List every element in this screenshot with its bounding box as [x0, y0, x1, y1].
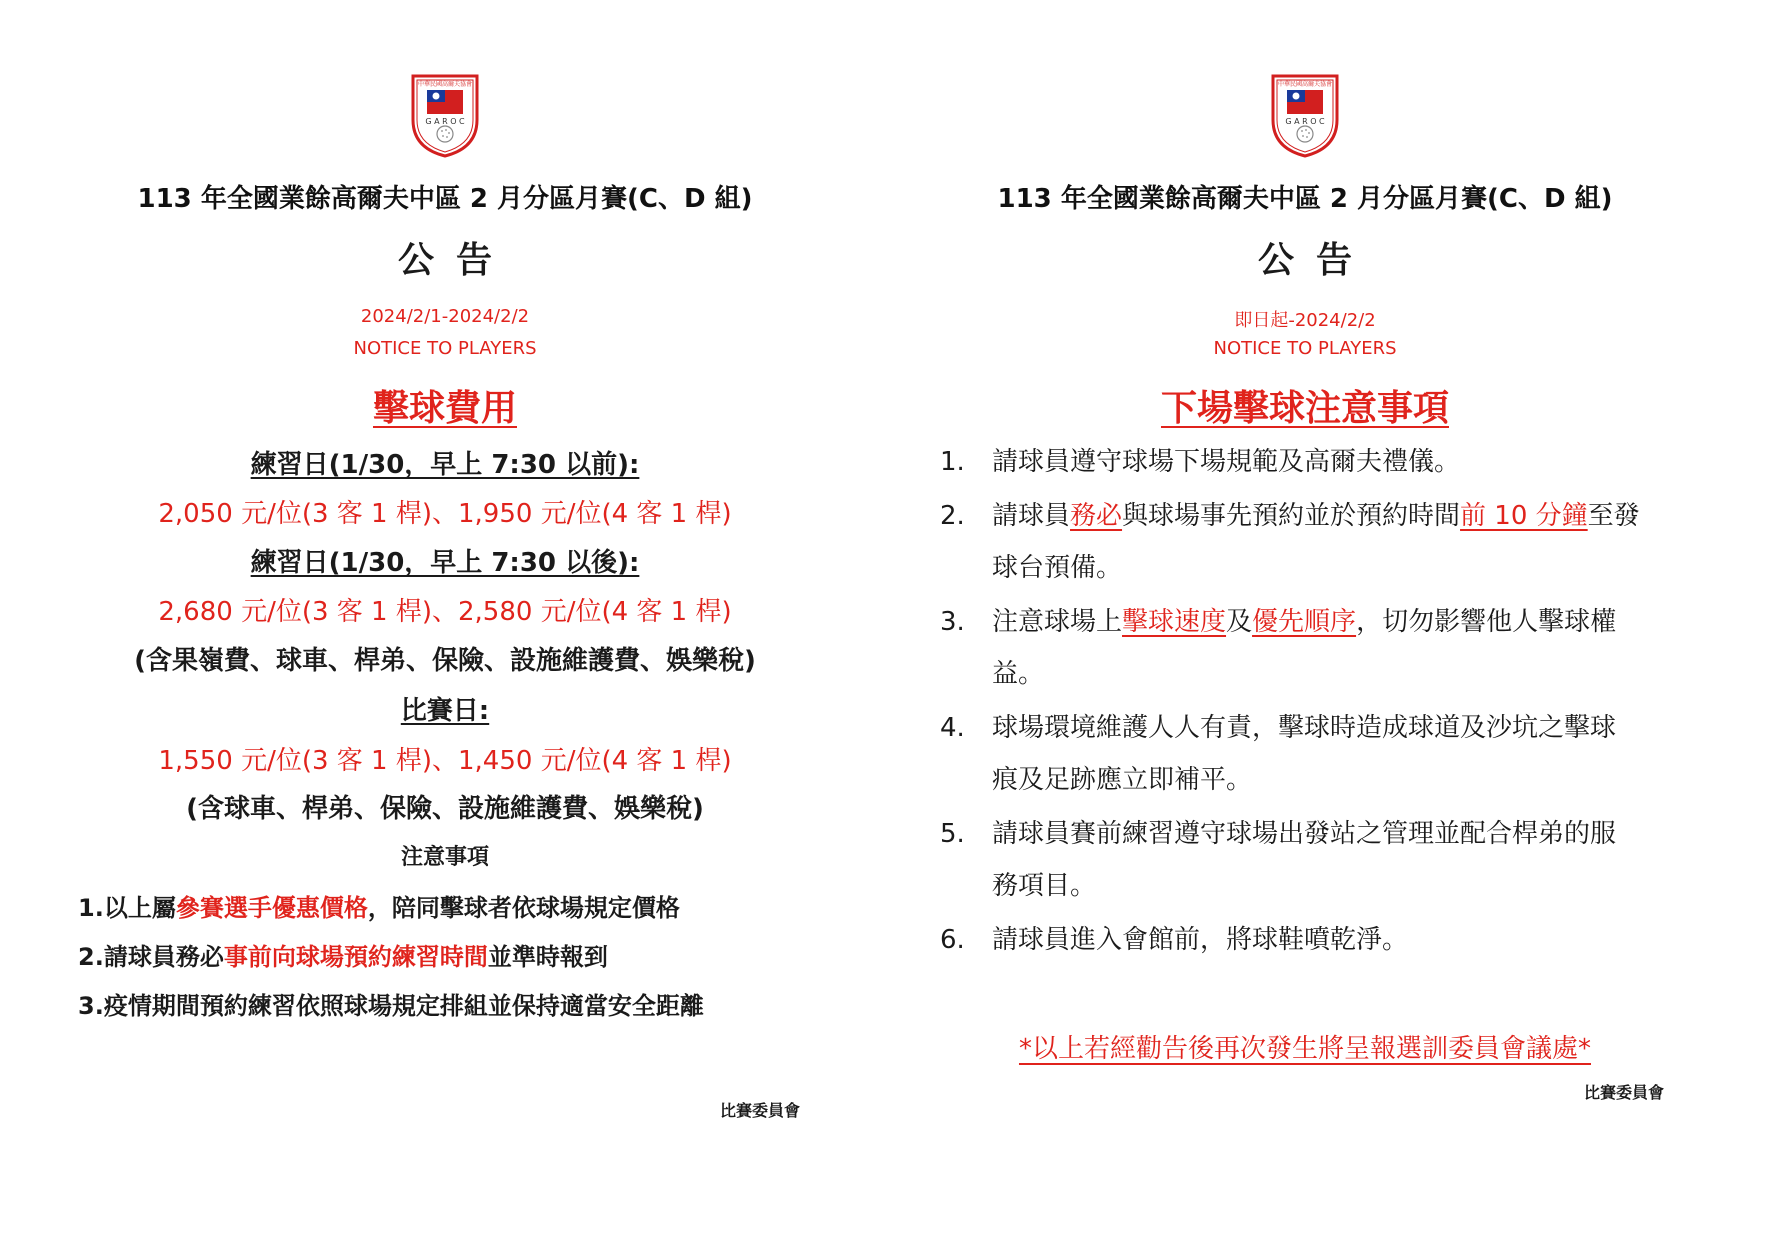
rule-3-part-a: 注意球場上: [992, 607, 1123, 637]
rule-3: [940, 596, 1640, 700]
section-heading-text: 下場擊球注意事項: [1160, 388, 1449, 429]
rule-number: 5.: [940, 819, 965, 849]
notice-to-players: NOTICE TO PLAYERS: [353, 338, 537, 359]
logo-caption: 中華民國高爾夫協會: [417, 81, 473, 88]
match-price: 1,550 元/位(3 客 1 桿)、1,450 元/位(4 客 1 桿): [158, 746, 732, 776]
rule-3-part-c: 及: [1226, 607, 1253, 637]
rule-3-part-e: ，切勿影響他人擊球權益。: [992, 607, 1617, 689]
rule-3-highlight-order: 優先順序: [1252, 607, 1357, 637]
warning-notice: [920, 1028, 1690, 1065]
rule-number: 1.: [940, 447, 965, 477]
rule-1: [940, 436, 1640, 488]
logo-caption: 中華民國高爾夫協會: [1277, 81, 1333, 88]
logo-letters: G A R O C: [425, 117, 465, 126]
note-2: [78, 937, 608, 972]
garoc-logo: [407, 70, 483, 160]
rule-2-part-a: 請球員: [992, 501, 1071, 531]
rule-2-highlight-time: 前 10 分鐘: [1460, 501, 1588, 531]
practice-after-heading-text: 練習日(1/30，早上 7:30 以後):: [250, 548, 640, 578]
date-range: 2024/2/1-2024/2/2: [360, 306, 530, 327]
rule-text: [992, 490, 1640, 594]
rule-2-part-c: 與球場事先預約並於預約時間: [1122, 501, 1461, 531]
logo-letters: G A R O C: [1285, 117, 1325, 126]
section-heading: [60, 380, 830, 431]
match-heading-text: 比賽日:: [400, 696, 490, 726]
notice-to-players: NOTICE TO PLAYERS: [1213, 338, 1397, 359]
rule-5: [940, 808, 1640, 912]
practice-after-heading: [60, 542, 830, 579]
note-1-part-c: ，陪同擊球者依球場規定價格: [367, 894, 680, 922]
note-1-highlight: 參賽選手優惠價格: [175, 894, 368, 922]
rule-4: [940, 702, 1640, 806]
tournament-title: 113 年全國業餘高爾夫中區 2 月分區月賽(C、D 組): [997, 184, 1613, 214]
rule-6: [940, 914, 1640, 966]
rule-2: [940, 490, 1640, 594]
note-2-part-a: 2.請球員務必: [78, 943, 224, 971]
rule-text: 請球員賽前練習遵守球場出發站之管理並配合桿弟的服務項目。: [992, 819, 1617, 901]
rule-number: 3.: [940, 607, 965, 637]
rules-notice-panel: [920, 0, 1690, 1241]
match-includes: (含球車、桿弟、保險、設施維護費、娛樂稅): [186, 794, 704, 824]
note-2-part-c: 並準時報到: [487, 943, 608, 971]
rule-text: [992, 596, 1640, 700]
practice-after-price: 2,680 元/位(3 客 1 桿)、2,580 元/位(4 客 1 桿): [158, 597, 732, 627]
rule-number: 4.: [940, 713, 965, 743]
practice-before-price: 2,050 元/位(3 客 1 桿)、1,950 元/位(4 客 1 桿): [158, 499, 732, 529]
note-2-highlight: 事前向球場預約練習時間: [223, 943, 488, 971]
practice-before-heading: [60, 444, 830, 481]
garoc-logo: [1267, 70, 1343, 160]
fee-notice-panel: [60, 0, 830, 1241]
note-3: 3.疫情期間預約練習依照球場規定排組並保持適當安全距離: [78, 992, 704, 1020]
practice-includes: (含果嶺費、球車、桿弟、保險、設施維護費、娛樂稅): [134, 646, 756, 676]
rule-2-part-e: 至發球台預備。: [992, 501, 1640, 583]
committee-signature: 比賽委員會: [720, 1101, 801, 1120]
tournament-title: 113 年全國業餘高爾夫中區 2 月分區月賽(C、D 組): [137, 184, 753, 214]
rule-number: 2.: [940, 501, 965, 531]
note-1-part-a: 1.以上屬: [78, 894, 176, 922]
committee-signature: 比賽委員會: [1584, 1083, 1665, 1102]
rule-2-highlight-must: 務必: [1070, 501, 1123, 531]
section-heading-text: 擊球費用: [372, 388, 517, 429]
note-1: [78, 888, 680, 923]
rule-3-highlight-speed: 擊球速度: [1122, 607, 1227, 637]
date-range: 即日起-2024/2/2: [1234, 310, 1376, 331]
rule-text: 請球員進入會館前，將球鞋噴乾淨。: [992, 925, 1409, 955]
warning-text: *以上若經勸告後再次發生將呈報選訓委員會議處*: [1018, 1034, 1591, 1064]
rule-text: 請球員遵守球場下場規範及高爾夫禮儀。: [992, 447, 1461, 477]
section-heading: [920, 380, 1690, 431]
rule-text: 球場環境維護人人有責，擊球時造成球道及沙坑之擊球痕及足跡應立即補平。: [992, 713, 1617, 795]
match-heading: [60, 690, 830, 727]
notes-heading: 注意事項: [400, 845, 489, 870]
notice-title: 公告: [397, 240, 514, 281]
rule-number: 6.: [940, 925, 965, 955]
notice-title: 公告: [1257, 240, 1374, 281]
practice-before-heading-text: 練習日(1/30，早上 7:30 以前):: [250, 450, 640, 480]
